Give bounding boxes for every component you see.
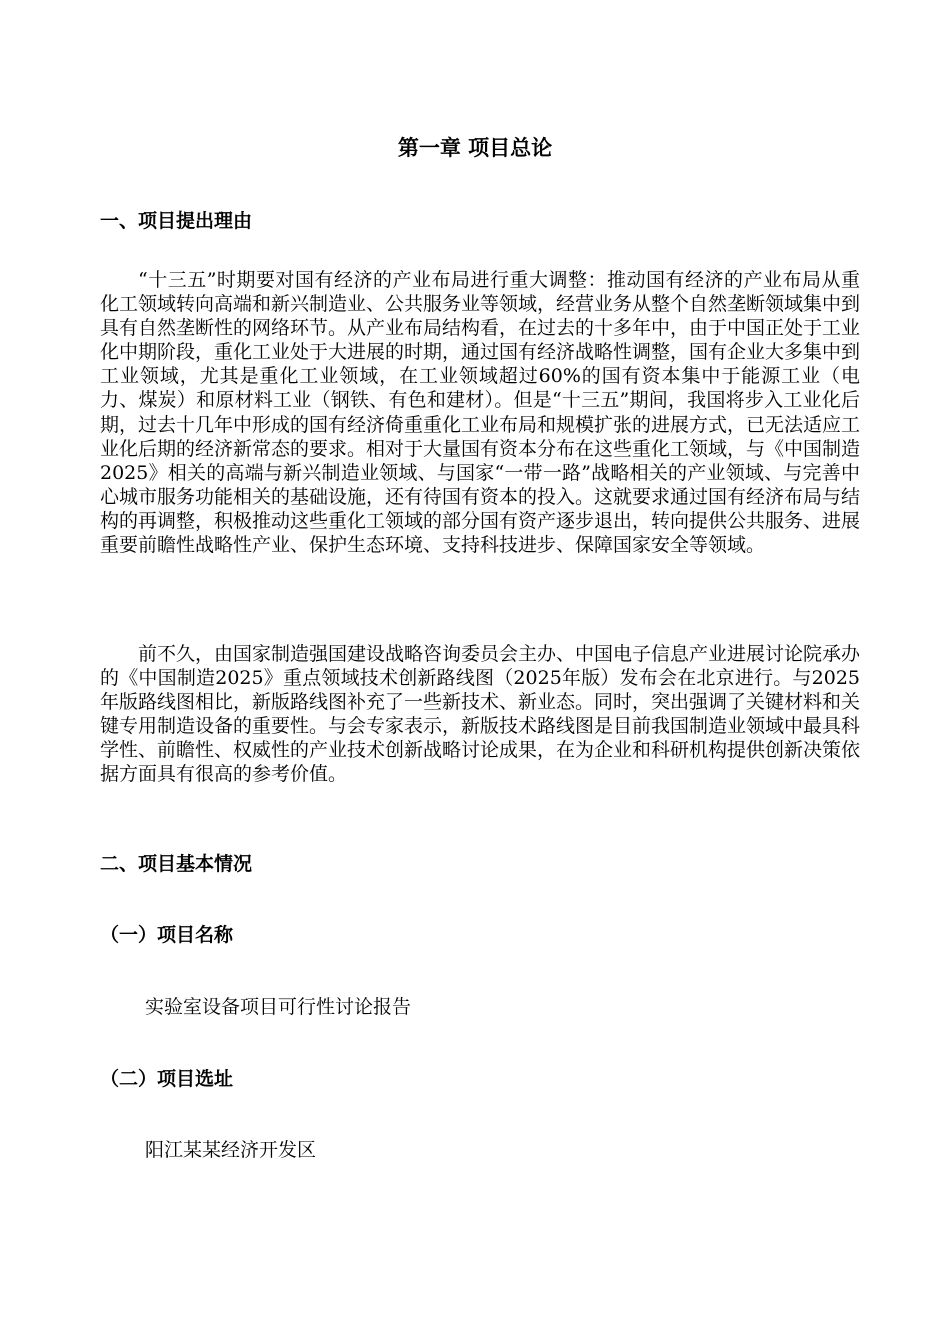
paragraph-reasons-2: 前不久，由国家制造强国建设战略咨询委员会主办、中国电子信息产业进展讨论院承办的《中国制造2025》重点领域技术创新路线图（2025年版）发布会在北京进行。与2025年版路线图相比，新版路线图补充了一些新技术、新业态。同时，突出强调了关键材料和关键专用制造设备的重要性。与会专家表示，新版技术路线图是目前我国制造业领域中最具科学性、前瞻性、权威性的产业技术创新战略讨论成果，在为企业和科研机构提供创新决策依据方面具有很高的参考价值。 [100,643,861,786]
subsection-heading-project-site: （二）项目选址 [100,1068,234,1090]
subsection-heading-project-name: （一）项目名称 [100,924,234,946]
paragraph-reasons-1: “十三五”时期要对国有经济的产业布局进行重大调整：推动国有经济的产业布局从重化工领域转向高端和新兴制造业、公共服务业等领域，经营业务从整个自然垄断领域集中到具有自然垄断性的网络环节。从产业布局结构看，在过去的十多年中，由于中国正处于工业化中期阶段，重化工业处于大进展的时期，通过国有经济战略性调整，国有企业大多集中到工业领域，尤其是重化工业领域，在工业领域超过60%的国有资本集中于能源工业（电力、煤炭）和原材料工业（钢铁、有色和建材）。但是“十三五”期间，我国将步入工业化后期，过去十几年中形成的国有经济倚重重化工业布局和规模扩张的进展方式，已无法适应工业化后期的经济新常态的要求。相对于大量国有资本分布在这些重化工领域，与《中国制造2025》相关的高端与新兴制造业领域、与国家“一带一路”战略相关的产业领域、与完善中心城市服务功能相关的基础设施，还有待国有资本的投入。这就要求通过国有经济布局与结构的再调整，积极推动这些重化工领域的部分国有资产逐步退出，转向提供公共服务、进展重要前瞻性战略性产业、保护生态环境、支持科技进步、保障国家安全等领域。 [100,269,861,557]
project-name-value: 实验室设备项目可行性讨论报告 [145,996,412,1018]
project-site-value: 阳江某某经济开发区 [145,1139,317,1161]
section-heading-basic-info: 二、项目基本情况 [100,853,253,875]
section-heading-reasons: 一、项目提出理由 [100,210,253,232]
chapter-title: 第一章 项目总论 [397,136,553,160]
